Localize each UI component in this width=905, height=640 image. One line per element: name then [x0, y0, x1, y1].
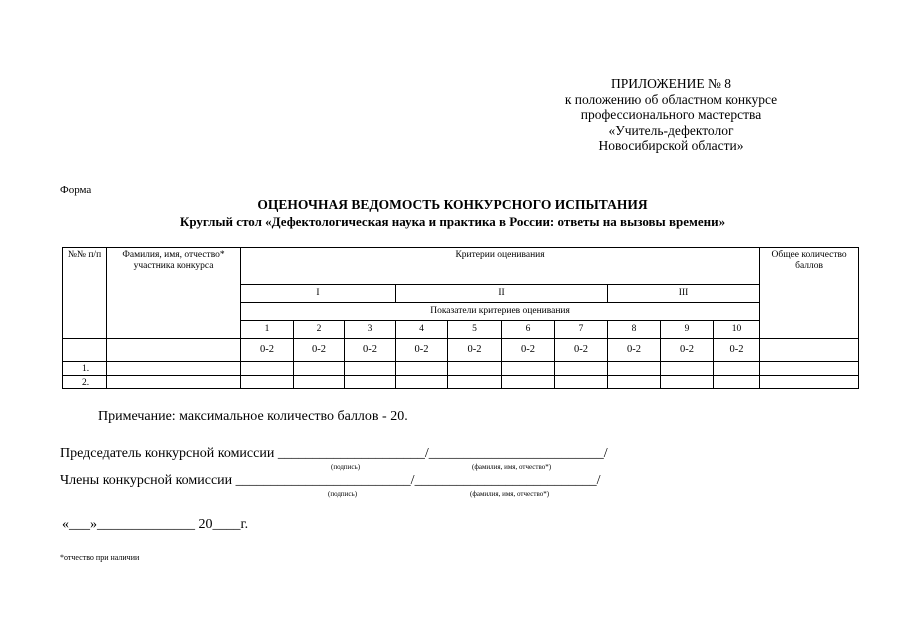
indicator-number: 6	[502, 321, 555, 339]
indicator-number: 2	[294, 321, 345, 339]
table-cell[interactable]	[555, 362, 608, 376]
indicator-number: 1	[241, 321, 294, 339]
page-subtitle: Круглый стол «Дефектологическая наука и практика в России: ответы на вызовы времени»	[179, 214, 726, 229]
indicator-number: 4	[396, 321, 448, 339]
row-number: 1.	[63, 362, 107, 376]
score-range: 0-2	[294, 339, 345, 362]
header-num: №№ п/п	[63, 248, 107, 339]
chair-separator: /	[424, 446, 429, 461]
members-separator: /	[410, 473, 415, 488]
footnote: *отчество при наличии	[60, 553, 140, 562]
table-cell[interactable]	[345, 362, 396, 376]
page-title: ОЦЕНОЧНАЯ ВЕДОМОСТЬ КОНКУРСНОГО ИСПЫТАНИЯ	[257, 197, 648, 212]
table-cell[interactable]	[396, 362, 448, 376]
note: Примечание: максимальное количество баллов - 20.	[98, 409, 408, 424]
table-cell[interactable]	[107, 362, 241, 376]
score-range: 0-2	[396, 339, 448, 362]
header-criteria: Критерии оценивания	[241, 248, 760, 285]
form-label: Форма	[60, 184, 92, 196]
date-line[interactable]: «___»______________ 20____г.	[62, 517, 249, 532]
table-cell[interactable]	[294, 362, 345, 376]
header-name: Фамилия, имя, отчество* участника конкурса	[107, 248, 241, 339]
table-cell[interactable]	[608, 362, 661, 376]
score-range: 0-2	[555, 339, 608, 362]
chair-signature-blank[interactable]: _____________________	[277, 446, 425, 461]
chair-signature-line	[60, 446, 608, 462]
members-signature-line	[60, 473, 600, 489]
members-name-caption: (фамилия, имя, отчество*)	[470, 490, 550, 498]
table-cell[interactable]	[760, 375, 859, 389]
header-total: Общее количество баллов	[760, 248, 859, 339]
table-cell[interactable]	[241, 375, 294, 389]
indicator-number: 5	[448, 321, 502, 339]
table-cell[interactable]	[502, 375, 555, 389]
criterion-3: III	[608, 285, 760, 303]
chair-name-blank[interactable]: _________________________	[428, 446, 604, 461]
table-cell[interactable]	[661, 362, 714, 376]
score-range: 0-2	[448, 339, 502, 362]
table-cell[interactable]	[448, 375, 502, 389]
score-range: 0-2	[661, 339, 714, 362]
range-blank-cell	[760, 339, 859, 362]
indicator-number: 8	[608, 321, 661, 339]
appendix-line: «Учитель-дефектолог	[608, 122, 734, 138]
appendix-line: к положению об областном конкурсе	[564, 91, 778, 107]
score-range: 0-2	[345, 339, 396, 362]
table-cell[interactable]	[608, 375, 661, 389]
appendix-line: профессионального мастерства	[580, 107, 762, 122]
chair-signature-caption: (подпись)	[331, 463, 361, 471]
criterion-1: I	[241, 285, 396, 303]
indicators-label: Показатели критериев оценивания	[241, 303, 760, 321]
criterion-2: II	[396, 285, 608, 303]
range-blank-cell	[107, 339, 241, 362]
members-signature-blank[interactable]: _________________________	[235, 473, 411, 488]
chair-label: Председатель конкурсной комиссии	[60, 446, 275, 461]
evaluation-table	[62, 247, 859, 389]
table-cell[interactable]	[714, 362, 760, 376]
table-cell[interactable]	[107, 375, 241, 389]
table-cell[interactable]	[448, 362, 502, 376]
table-cell[interactable]	[714, 375, 760, 389]
appendix-header	[521, 76, 821, 154]
table-row	[63, 375, 859, 389]
table-cell[interactable]	[555, 375, 608, 389]
members-signature-caption: (подпись)	[328, 490, 358, 498]
row-number: 2.	[63, 375, 107, 389]
members-name-blank[interactable]: __________________________	[414, 473, 597, 488]
table-row	[63, 362, 859, 376]
score-range: 0-2	[241, 339, 294, 362]
score-range: 0-2	[502, 339, 555, 362]
table-cell[interactable]	[661, 375, 714, 389]
range-blank-cell	[63, 339, 107, 362]
table-cell[interactable]	[396, 375, 448, 389]
indicator-number: 9	[661, 321, 714, 339]
table-cell[interactable]	[345, 375, 396, 389]
indicator-number: 10	[714, 321, 760, 339]
table-cell[interactable]	[760, 362, 859, 376]
table-cell[interactable]	[241, 362, 294, 376]
table-cell[interactable]	[294, 375, 345, 389]
table-cell[interactable]	[502, 362, 555, 376]
indicator-number: 7	[555, 321, 608, 339]
chair-end-slash: /	[603, 446, 608, 461]
members-label: Члены конкурсной комиссии	[60, 473, 233, 488]
score-range: 0-2	[608, 339, 661, 362]
indicator-number: 3	[345, 321, 396, 339]
members-end-slash: /	[596, 473, 601, 488]
chair-name-caption: (фамилия, имя, отчество*)	[472, 463, 552, 471]
score-range: 0-2	[714, 339, 760, 362]
appendix-line: Новосибирской области»	[598, 138, 744, 153]
appendix-line: ПРИЛОЖЕНИЕ № 8	[610, 76, 732, 91]
